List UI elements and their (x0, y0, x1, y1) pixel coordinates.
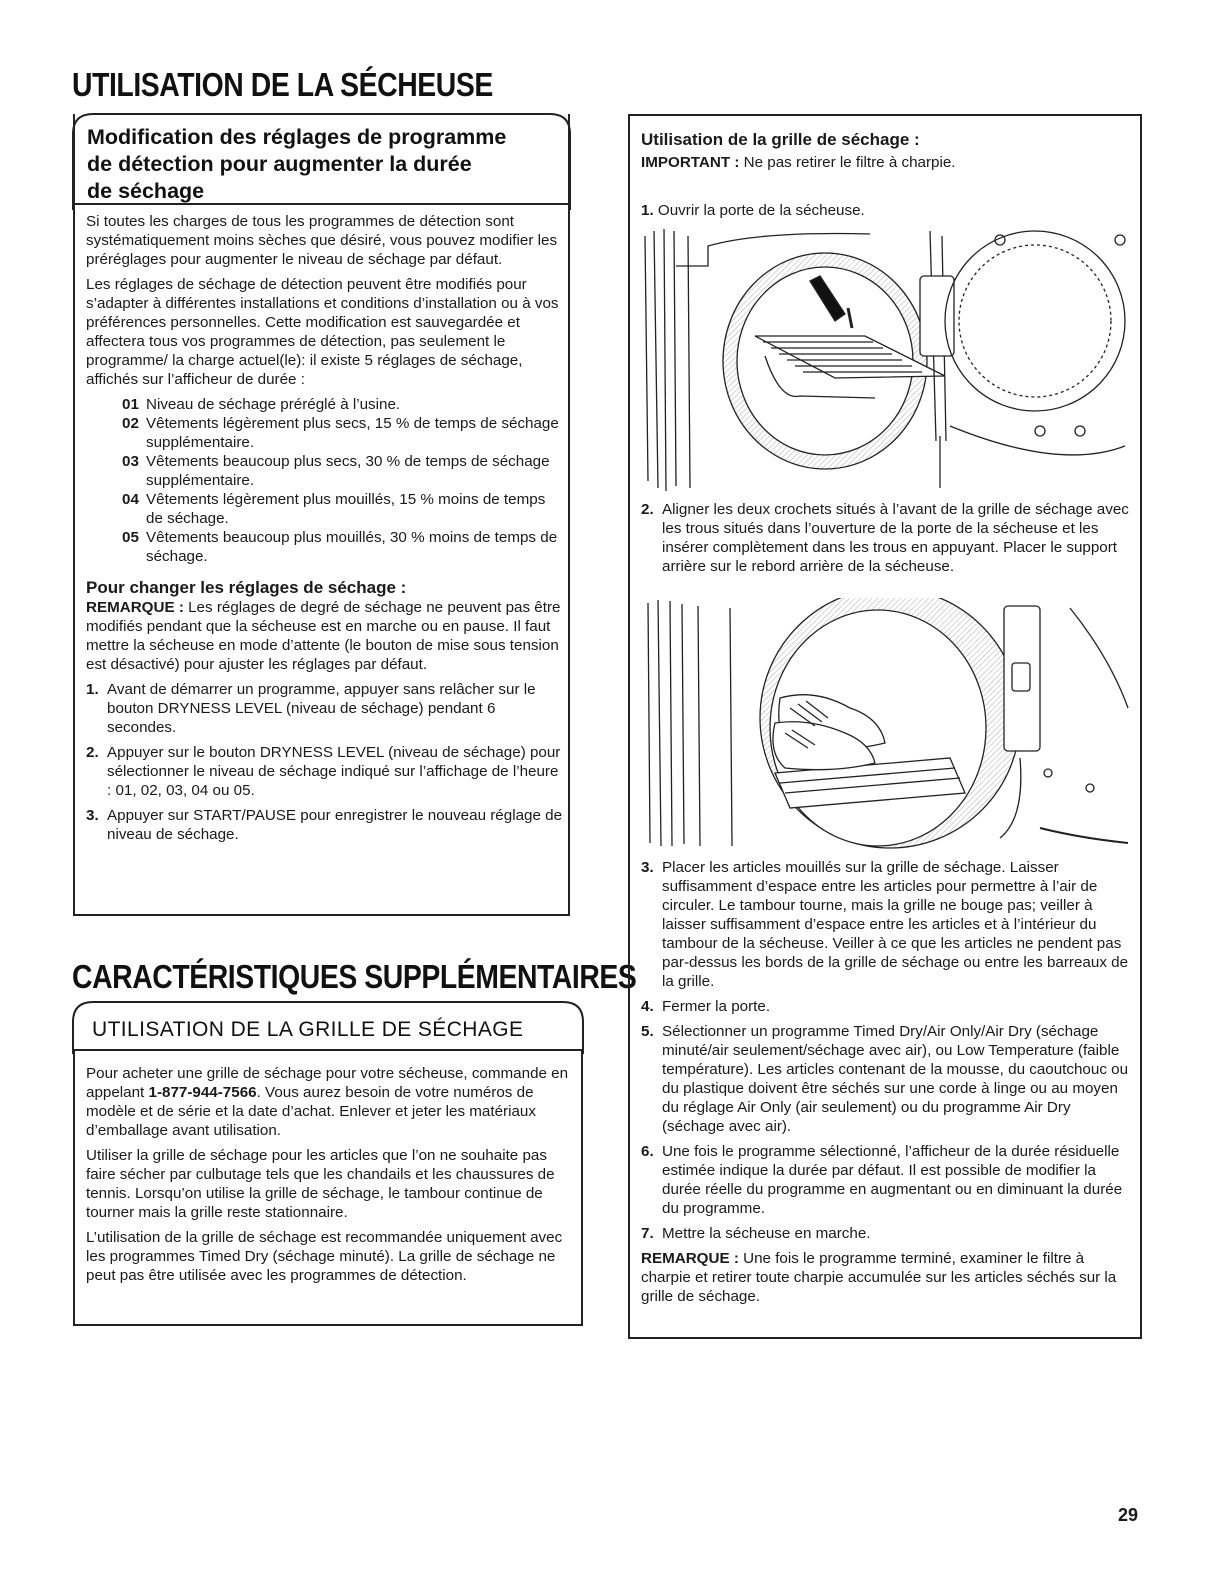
box1-body (86, 212, 564, 852)
list-item: 1. Avant de démarrer un programme, appuyer sans relâcher sur le bouton DRYNESS LEVEL (niveau de séchage) pendant 6 secondes. (86, 681, 536, 736)
box2-heading: UTILISATION DE LA GRILLE DE SÉCHAGE (92, 1018, 524, 1041)
page-title: UTILISATION DE LA SÉCHEUSE (72, 66, 493, 103)
box3-heading: Utilisation de la grille de séchage : (641, 130, 920, 149)
box3-step1: 1. Ouvrir la porte de la sécheuse. (641, 202, 865, 219)
phone-number: 1-877-944-7566 (148, 1084, 257, 1101)
box1-details: Les réglages de séchage de détection peuvent être modifiés pour s’adapter à différentes installations et conditions d’installation ou à vos préférences personnelles. Cette modification est sauvegardée et affectera tous vos programmes de détection, pas seulement le programme/ la charge actuel(le): il existe 5 réglages de séchage, affichés sur l’afficheur de durée : (86, 276, 559, 388)
box3-step2 (641, 500, 1131, 582)
list-item: 7. Mettre la sécheuse en marche. (641, 1225, 871, 1242)
dryness-levels-list (122, 395, 564, 566)
list-item: 3. Appuyer sur START/PAUSE pour enregistrer le nouveau réglage de niveau de séchage. (86, 807, 563, 843)
page-number: 29 (1118, 1505, 1139, 1525)
box2-body (86, 1064, 574, 1291)
list-item: 3. Placer les articles mouillés sur la grille de séchage. Laisser suffisamment d’espace entre les articles pour permettre à l’air de circuler. Le tambour tourne, mais la grille ne bouge pas; veiller à laisser suffisamment d’espace entre les articles et à l’intérieur du tambour de la sécheuse. Veiller à ce que les articles ne pendent pas par-dessus les bords de la grille de séchage ou entre les barreaux de la grille. (641, 859, 1129, 990)
change-settings-heading: Pour changer les réglages de séchage : (86, 578, 407, 597)
list-item: 4. Fermer la porte. (641, 998, 771, 1015)
shoes-on-rack-illustration (640, 598, 1130, 850)
list-item: 04 Vêtements légèrement plus mouillés, 15 % moins de temps de séchage. (122, 491, 546, 527)
box3-important: IMPORTANT : Ne pas retirer le filtre à charpie. (641, 154, 956, 171)
list-item: 02 Vêtements légèrement plus secs, 15 % de temps de séchage supplémentaire. (122, 415, 559, 451)
box2-purchase-text: Pour acheter une grille de séchage pour votre sécheuse, commande en appelant 1-877-944-7566. Vous aurez besoin de votre numéros de modèle et de série et la date d’achat. Enlever et jeter les matériaux d’emballage avant utilisation. (86, 1065, 569, 1139)
box1-intro: Si toutes les charges de tous les programmes de détection sont systématiquement moins sèches que désiré, vous pouvez modifier les préréglages pour augmenter le niveau de séchage par défaut. (86, 213, 558, 268)
box1-heading: Modification des réglages de programme de détection pour augmenter la durée de séchage (87, 125, 507, 203)
box2-usage-text: Utiliser la grille de séchage pour les articles que l’on ne souhaite pas faire sécher par culbutage tels que les chandails et les chaussures de tennis. Lorsqu’on utilise la grille de séchage, le tambour continue de tourner mais la grille reste stationnaire. (86, 1147, 555, 1221)
box2-recommend-text: L’utilisation de la grille de séchage est recommandée uniquement avec les programmes Timed Dry (séchage minuté). La grille de séchage ne peut pas être utilisée avec les programmes de détection. (86, 1229, 563, 1284)
box1-note: REMARQUE : Les réglages de degré de séchage ne peuvent pas être modifiés pendant que la sécheuse est en marche ou en pause. Il faut mettre la sécheuse en mode d’attente (le bouton de mise sous tension est désactivé) pour ajuster les réglages par défaut. (86, 599, 561, 673)
dryer-open-door-illustration (640, 226, 1130, 494)
list-item: 01 Niveau de séchage préréglé à l’usine. (122, 396, 401, 413)
list-item: 2. Aligner les deux crochets situés à l’avant de la grille de séchage avec les trous situés dans l’ouverture de la porte de la sécheuse et les insérer complètement dans les trous en appuyant. Placer le support arrière sur le rebord arrière de la sécheuse. (641, 501, 1129, 575)
list-item: 2. Appuyer sur le bouton DRYNESS LEVEL (niveau de séchage) pour sélectionner le niveau de séchage indiqué sur l’affichage de l’heure : 01, 02, 03, 04 ou 05. (86, 744, 561, 799)
box3-final-note: REMARQUE : Une fois le programme terminé, examiner le filtre à charpie et retirer toute charpie accumulée sur les articles séchés sur la grille de séchage. (641, 1250, 1117, 1305)
change-steps-list (86, 680, 564, 844)
list-item: 03 Vêtements beaucoup plus secs, 30 % de temps de séchage supplémentaire. (122, 453, 550, 489)
list-item: 05 Vêtements beaucoup plus mouillés, 30 % moins de temps de séchage. (122, 529, 558, 565)
list-item: 5. Sélectionner un programme Timed Dry/Air Only/Air Dry (séchage minuté/air seulement/séchage avec air), ou Low Temperature (faible température). Les articles contenant de la mousse, du caoutchouc ou du plastique doivent être séchés sur une corde à linge ou au moyen du réglage Air Only (air seulement) ou du programme Air Dry (séchage avec air). (641, 1023, 1129, 1135)
list-item: 6. Une fois le programme sélectionné, l’afficheur de la durée résiduelle estimée indique la durée par défaut. Il est possible de modifier la durée réelle du programme en augmentant ou en diminuant la durée du programme. (641, 1143, 1123, 1217)
box3-steps-body (641, 858, 1131, 1312)
features-title: CARACTÉRISTIQUES SUPPLÉMENTAIRES (72, 958, 637, 995)
